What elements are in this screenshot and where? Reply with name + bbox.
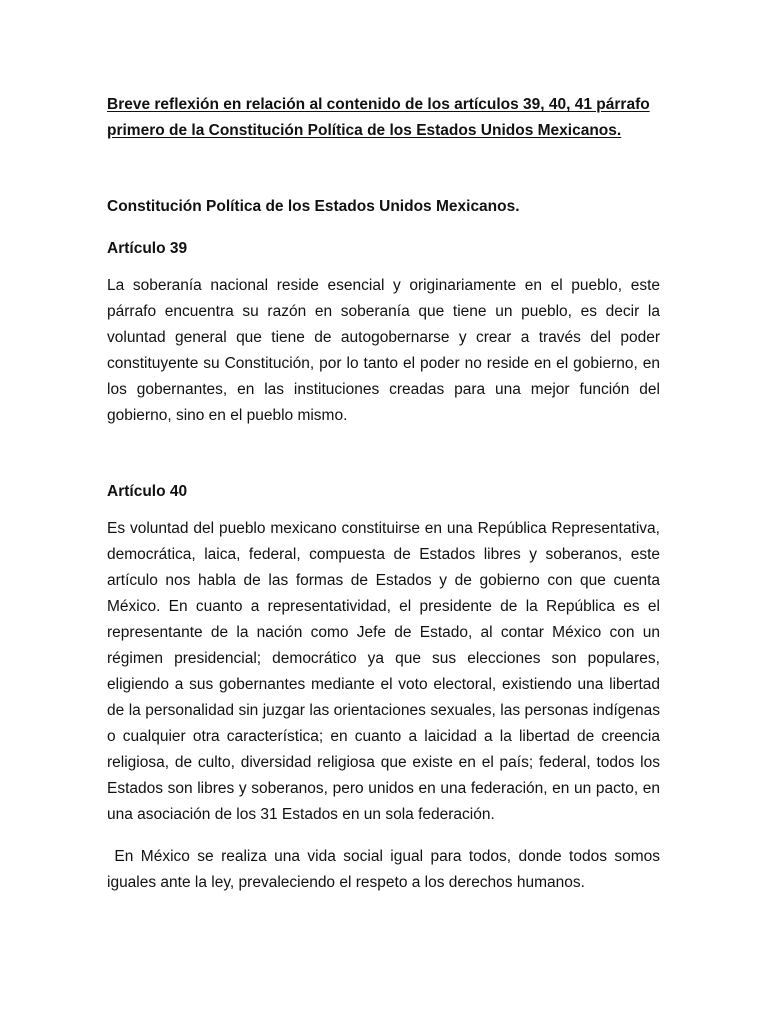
constitution-title: Constitución Política de los Estados Unidos Mexicanos.	[107, 198, 520, 215]
main-heading: Breve reflexión en relación al contenido de los artículos 39, 40, 41 párrafo primero de la Constitución Política de los Estados Unidos Mexicanos.	[107, 96, 650, 139]
spacer	[107, 144, 660, 194]
document-body	[107, 92, 665, 896]
article-40-paragraph-2: En México se realiza una vida social igual para todos, donde todos somos iguales ante la ley, prevaleciendo el respeto a los derechos humanos.	[107, 848, 665, 891]
spacer	[107, 828, 660, 844]
spacer	[107, 505, 660, 516]
spacer	[107, 429, 660, 479]
article-40-title: Artículo 40	[107, 483, 188, 500]
article-40-paragraph: Es voluntad del pueblo mexicano constituirse en una República Representativa, democrática, laica, federal, compuesta de Estados libres y soberanos, este artículo nos habla de las formas de Estados y de gobierno con que cuenta México. En cuanto a representatividad, el presidente de la República es el representante de la nación como Jefe de Estado, al contar México con un régimen presidencial; democrático ya que sus elecciones son populares, eligiendo a sus gobernantes mediante el voto electoral, existiendo una libertad de la personalidad sin juzgar las orientaciones sexuales, las personas indígenas o cualquier otra característica; en cuanto a laicidad a la libertad de creencia religiosa, de culto, diversidad religiosa que existe en el país; federal, todos los Estados son libres y soberanos, pero unidos en una federación, en un pacto, en una asociación de los 31 Estados en un sola federación.	[107, 520, 660, 823]
article-39-title: Artículo 39	[107, 240, 188, 257]
article-39-paragraph: La soberanía nacional reside esencial y originariamente en el pueblo, este párrafo encuentra su razón en soberanía que tiene un pueblo, es decir la voluntad general que tiene de autogobernarse y crear a través del poder constituyente su Constitución, por lo tanto el poder no reside en el gobierno, en los gobernantes, en las instituciones creadas para una mejor función del gobierno, sino en el pueblo mismo.	[107, 277, 660, 424]
spacer	[107, 262, 660, 273]
spacer	[107, 220, 660, 236]
